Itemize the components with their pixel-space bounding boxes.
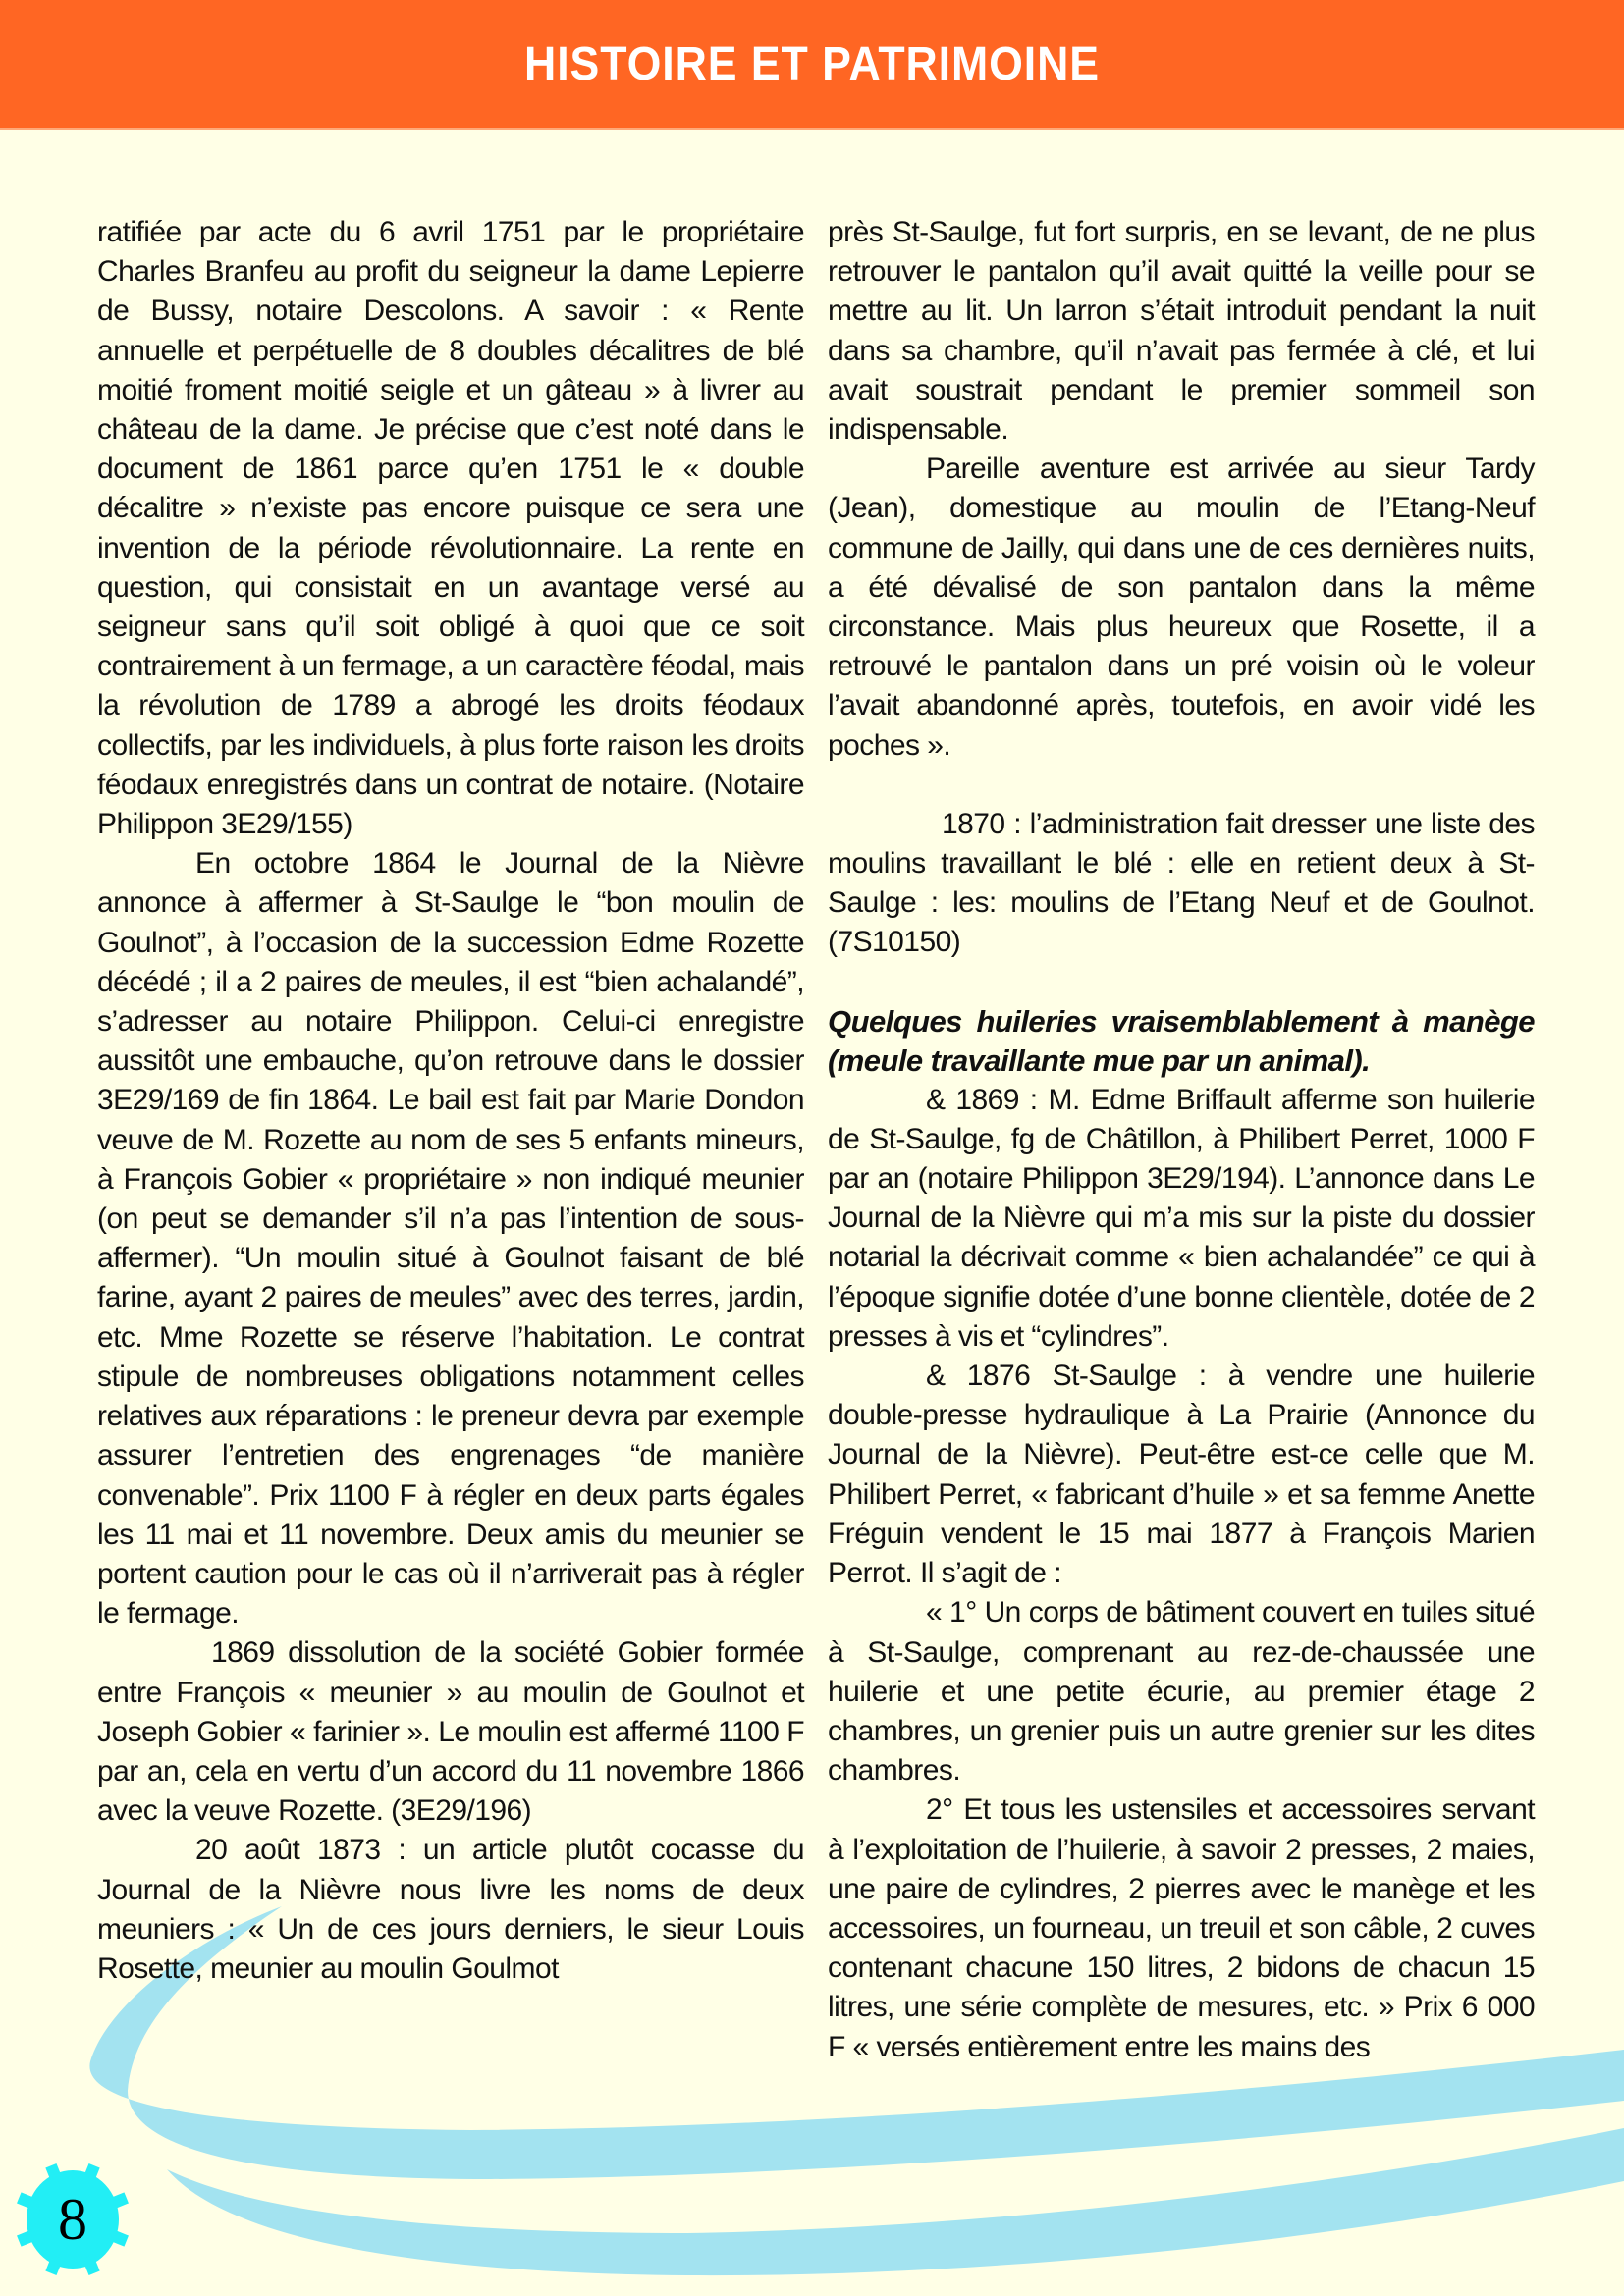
paragraph: En octobre 1864 le Journal de la Nièvre annonce à affermer à St-Saulge le “bon moulin de Goulnot”, à l’occasion de la succession Edme Rozette décédé ; il a 2 paires de meules, il est “bien achalandé”, s’adresser au notaire Philippon. Celui-ci enregistre aussitôt une embauche, qu’on retrouve dans le dossier 3E29/169 de fin 1864. Le bail est fait par Marie Dondon veuve de M. Rozette au nom de ses 5 enfants mineurs, à François Gobier « propriétaire » non indiqué meunier (on peut se demander s’il n’a pas l’intention de sous-affermer). “Un moulin situé à Goulnot faisant de blé farine, ayant 2 paires de meules” avec des terres, jardin, etc. Mme Rozette se réserve l’habitation. Le contrat stipule de nombreuses obligations notamment celles relatives aux réparations : le preneur devra par exemple assurer l’entretien des engrenages “de manière convenable”. Prix 1100 F à régler en deux parts égales les 11 mai et 11 novembre. Deux amis du meunier se portent caution pour le cas où il n’arriverait pas à régler le fermage. xyxy=(97,847,804,1630)
article-column-left xyxy=(97,213,804,1989)
paragraph-spacer xyxy=(828,963,1535,1002)
paragraph: 1869 dissolution de la société Gobier formée entre François « meunier » au moulin de Goulnot et Joseph Gobier « farinier ». Le moulin est affermé 1100 F par an, cela en vertu d’un accord du 11 novembre 1866 avec la veuve Rozette. (3E29/196) xyxy=(97,1636,804,1828)
paragraph: 1870 : l’administration fait dresser une liste des moulins travaillant le blé : elle en retient deux à St-Saulge : les: moulins de l’Etang Neuf et de Goulnot. (7S10150) xyxy=(828,807,1535,959)
paragraph: près St-Saulge, fut fort surpris, en se levant, de ne plus retrouver le pantalon qu’il avait quitté la veille pour se mettre au lit. Un larron s’était introduit pendant la nuit dans sa chambre, qu’il n’avait pas fermée à clé, et lui avait soustrait pendant le premier sommeil son indispensable. xyxy=(828,216,1535,447)
page-number-badge xyxy=(14,2156,132,2283)
article-column-right xyxy=(828,213,1535,2067)
paragraph: & 1869 : M. Edme Briffault afferme son huilerie de St-Saulge, fg de Châtillon, à Philibert Perret, 1000 F par an (notaire Philippon 3E29/194). L’annonce dans Le Journal de la Nièvre qui m’a mis sur la piste du dossier notarial la décrivait comme « bien achalandée” ce qui à l’époque signifie dotée d’une bonne clientèle, dotée de 2 presses à vis et “cylindres”. xyxy=(828,1083,1535,1353)
section-title: HISTOIRE ET PATRIMOINE xyxy=(524,37,1100,90)
page-number: 8 xyxy=(58,2186,87,2252)
paragraph: 20 août 1873 : un article plutôt cocasse du Journal de la Nièvre nous livre les noms de deux meuniers : « Un de ces jours derniers, le sieur Louis Rosette, meunier au moulin Goulmot xyxy=(97,1834,804,1985)
section-heading: Quelques huileries vraisemblablement à manège (meule travaillante mue par un animal). xyxy=(828,1003,1535,1078)
paragraph: ratifiée par acte du 6 avril 1751 par le propriétaire Charles Branfeu au profit du seigneur la dame Lepierre de Bussy, notaire Descolons. A savoir : « Rente annuelle et perpétuelle de 8 doubles décalitres de blé moitié froment moitié seigle et un gâteau » à livrer au château de la dame. Je précise que c’est noté dans le document de 1861 parce qu’en 1751 le « double décalitre » n’existe pas encore puisque ce sera une invention de la période révolutionnaire. La rente en question, qui consistait en un avantage versé au seigneur sans qu’il soit obligé à quoi que ce soit contrairement à un fermage, a un caractère féodal, mais la révolution de 1789 a abrogé les droits féodaux collectifs, par les individuels, à plus forte raison les droits féodaux enregistrés dans un contrat de notaire. (Notaire Philippon 3E29/155) xyxy=(97,216,804,841)
paragraph: & 1876 St-Saulge : à vendre une huilerie double-presse hydraulique à La Prairie (Annonce du Journal de la Nièvre). Peut-être est-ce celle que M. Philibert Perret, « fabricant d’huile » et sa femme Anette Fréguin vendent le 15 mai 1877 à François Marien Perrot. Il s’agit de : xyxy=(828,1360,1535,1590)
paragraph-spacer xyxy=(828,766,1535,805)
paragraph: Pareille aventure est arrivée au sieur Tardy (Jean), domestique au moulin de l’Etang-Neuf commune de Jailly, qui dans une de ces dernières nuits, a été dévalisé de son pantalon dans la même circonstance. Mais plus heureux que Rosette, il a retrouvé le pantalon dans un pré voisin où le voleur l’avait abandonné après, toutefois, en avoir vidé les poches ». xyxy=(828,453,1535,762)
paragraph: 2° Et tous les ustensiles et accessoires servant à l’exploitation de l’huilerie, à savoir 2 presses, 2 maies, une paire de cylindres, 2 pierres avec le manège et les accessoires, un fourneau, un treuil et son câble, 2 cuves contenant chacune 150 litres, 2 bidons de chacun 15 litres, une série complète de mesures, etc. » Prix 6 000 F « versés entièrement entre les mains des xyxy=(828,1793,1535,2063)
paragraph: « 1° Un corps de bâtiment couvert en tuiles situé à St-Saulge, comprenant au rez-de-chaussée une huilerie et une petite écurie, au premier étage 2 chambres, un grenier puis un autre grenier sur les dites chambres. xyxy=(828,1596,1535,1788)
